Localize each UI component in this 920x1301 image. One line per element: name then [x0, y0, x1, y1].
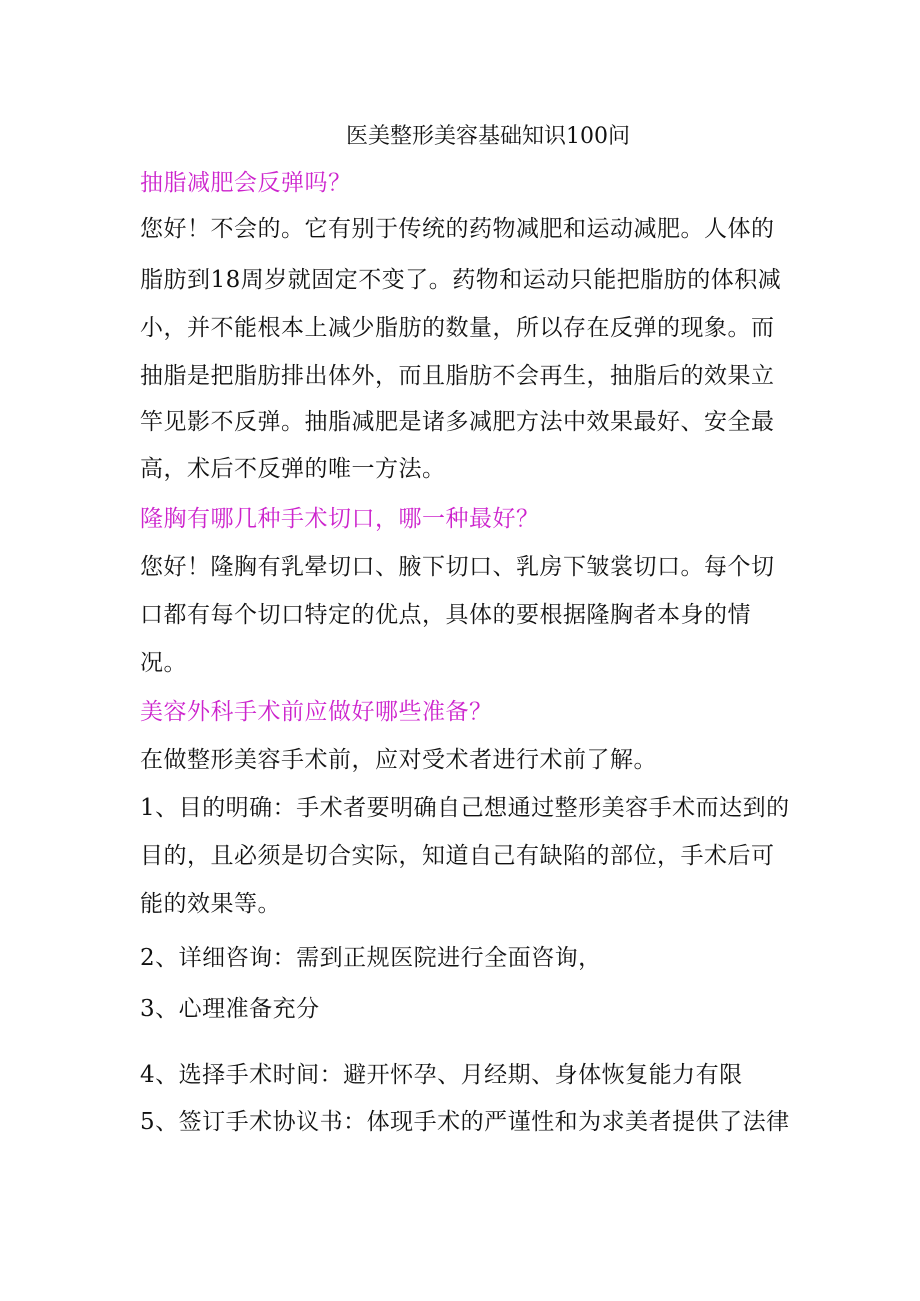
list-item-2: 2、详细咨询：需到正规医院进行全面咨询，	[140, 945, 602, 971]
list-item-4: 4、选择手术时间：避开怀孕、月经期、身体恢复能力有限	[140, 1062, 743, 1088]
answer-line: 口都有每个切口特定的优点，具体的要根据隆胸者本身的情	[140, 602, 751, 628]
answer-line: 抽脂是把脂肪排出体外，而且脂肪不会再生，抽脂后的效果立	[140, 363, 775, 389]
question-liposuction: 抽脂减肥会反弹吗？	[140, 170, 352, 196]
list-item-3: 3、心理准备充分	[140, 996, 320, 1022]
document-title: 医美整形美容基础知识100问	[346, 124, 630, 149]
list-item-1: 1、目的明确：手术者要明确自己想通过整形美容手术而达到的	[140, 795, 790, 821]
answer-line: 竿见影不反弹。抽脂减肥是诸多减肥方法中效果最好、安全最	[140, 409, 775, 435]
answer-line: 您好！隆胸有乳晕切口、腋下切口、乳房下皱裳切口。每个切	[140, 554, 775, 580]
answer-line: 高，术后不反弹的唯一方法。	[140, 456, 446, 482]
list-item-5: 5、签订手术协议书：体现手术的严谨性和为求美者提供了法律	[140, 1109, 790, 1135]
answer-intro: 在做整形美容手术前，应对受术者进行术前了解。	[140, 747, 657, 773]
answer-line: 况。	[140, 650, 187, 676]
answer-line: 脂肪到18周岁就固定不变了。药物和运动只能把脂肪的体积减	[140, 267, 782, 293]
answer-line: 您好！不会的。它有别于传统的药物减肥和运动减肥。人体的	[140, 216, 775, 242]
list-item-1-cont: 能的效果等。	[140, 891, 281, 917]
question-breast-incision: 隆胸有哪几种手术切口，哪一种最好？	[140, 506, 540, 532]
answer-line: 小，并不能根本上减少脂肪的数量，所以存在反弹的现象。而	[140, 315, 775, 341]
question-surgery-prep: 美容外科手术前应做好哪些准备？	[140, 699, 493, 725]
list-item-1-cont: 目的，且必须是切合实际，知道自己有缺陷的部位，手术后可	[140, 843, 775, 869]
